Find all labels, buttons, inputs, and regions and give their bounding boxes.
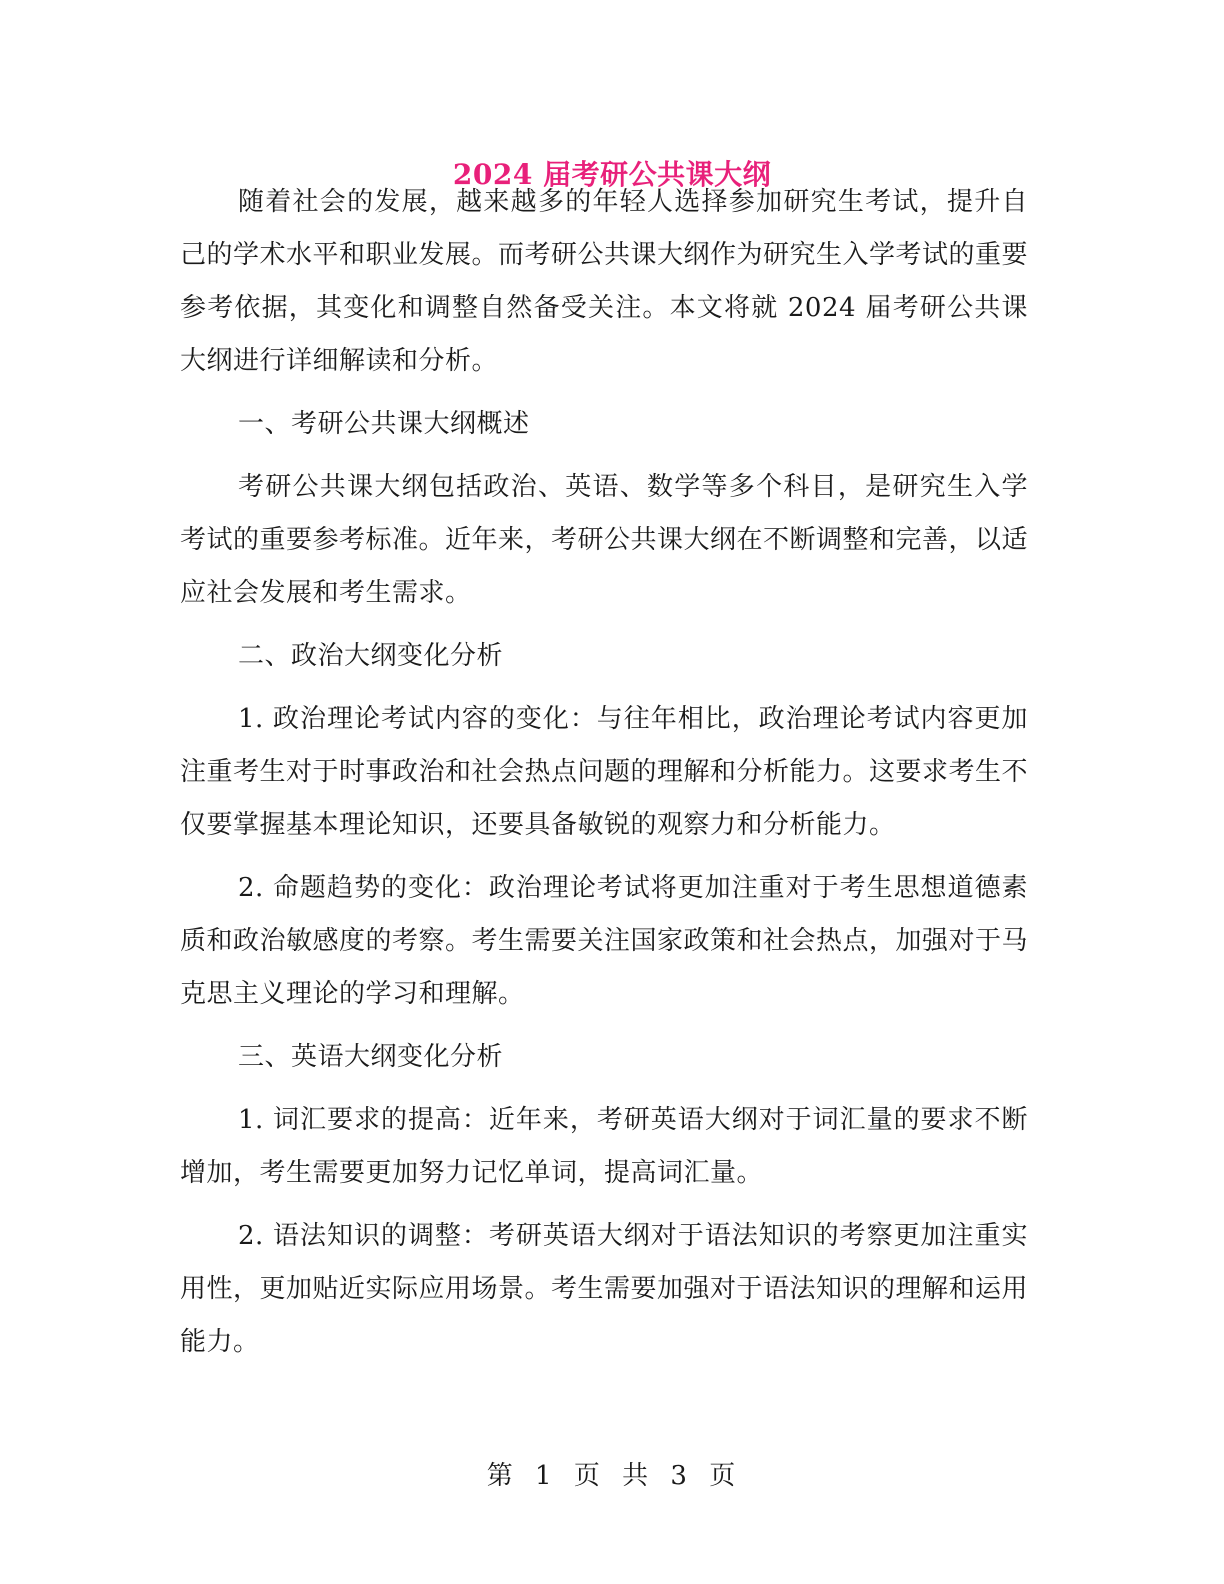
section-heading-overview: 一、考研公共课大纲概述	[238, 409, 530, 439]
english-item-2: 2. 语法知识的调整：考研英语大纲对于语法知识的考察更加注重实用性，更加贴近实际应用场景。考生需要加强对于语法知识的理解和运用能力。	[180, 1221, 1029, 1357]
page-number-footer: 第 1 页 共 3 页	[486, 1461, 738, 1491]
politics-item-1: 1. 政治理论考试内容的变化：与往年相比，政治理论考试内容更加注重考生对于时事政治和社会热点问题的理解和分析能力。这要求考生不仅要掌握基本理论知识，还要具备敏锐的观察力和分析能力。	[180, 704, 1029, 840]
english-item-1: 1. 词汇要求的提高：近年来，考研英语大纲对于词汇量的要求不断增加，考生需要更加努力记忆单词，提高词汇量。	[180, 1105, 1028, 1188]
overview-paragraph: 考研公共课大纲包括政治、英语、数学等多个科目，是研究生入学考试的重要参考标准。近年来，考研公共课大纲在不断调整和完善，以适应社会发展和考生需求。	[180, 472, 1029, 608]
document-body	[180, 176, 1028, 1369]
section-heading-politics: 二、政治大纲变化分析	[238, 641, 504, 671]
document-title: 2024 届考研公共课大纲	[452, 157, 772, 191]
intro-paragraph: 随着社会的发展，越来越多的年轻人选择参加研究生考试，提升自己的学术水平和职业发展。而考研公共课大纲作为研究生入学考试的重要参考依据，其变化和调整自然备受关注。本文将就 2024 届考研公共课大纲进行详细解读和分析。	[180, 187, 1029, 376]
section-heading-english: 三、英语大纲变化分析	[238, 1042, 504, 1072]
politics-item-2: 2. 命题趋势的变化：政治理论考试将更加注重对于考生思想道德素质和政治敏感度的考察。考生需要关注国家政策和社会热点，加强对于马克思主义理论的学习和理解。	[180, 873, 1029, 1009]
